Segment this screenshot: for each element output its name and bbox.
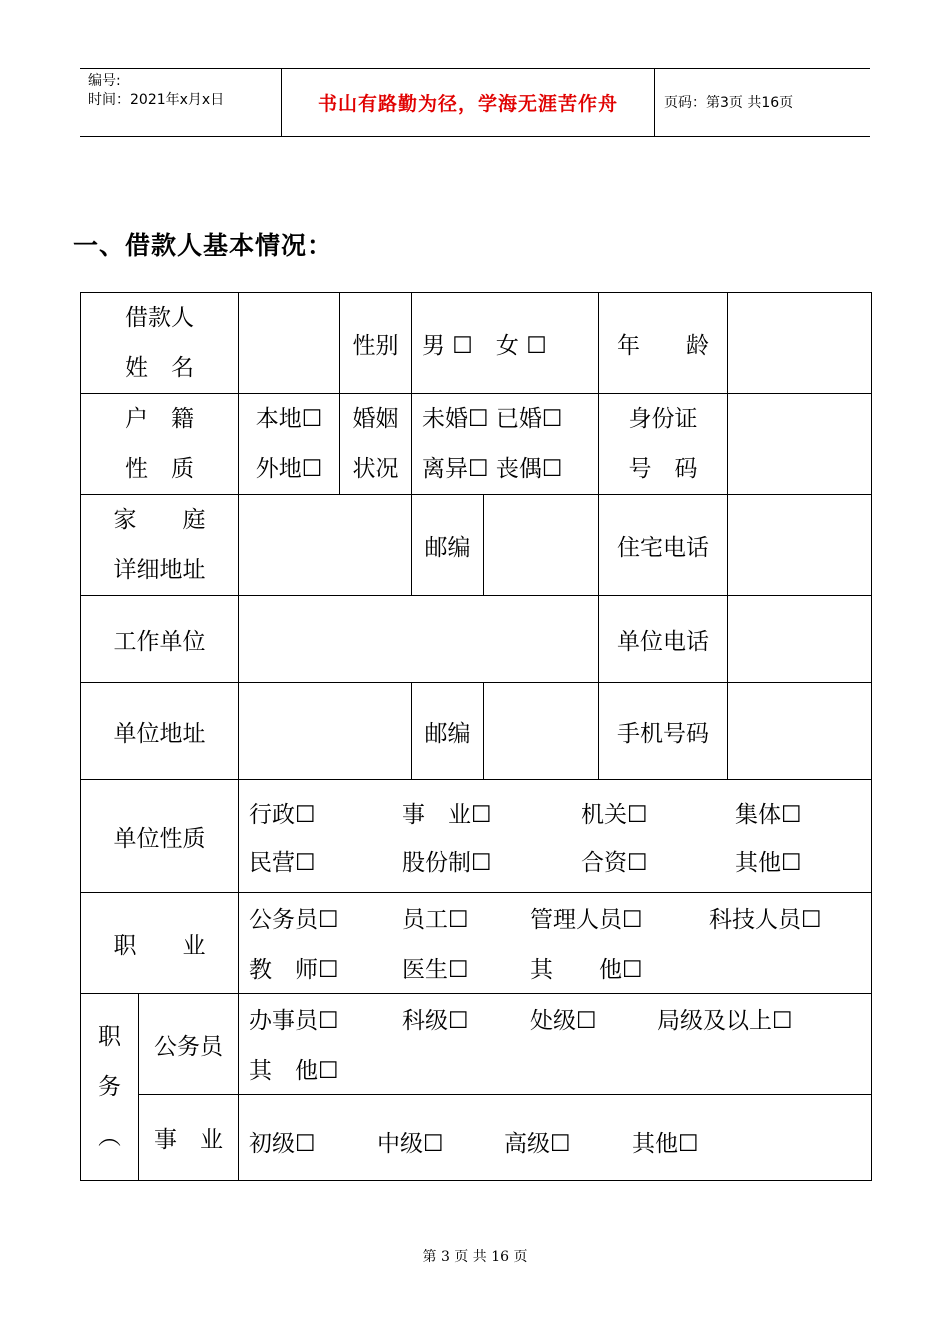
occupation-option[interactable]: 医生☐ (402, 957, 469, 983)
table-row (81, 780, 872, 893)
unit-type-option[interactable]: 其他☐ (735, 850, 802, 876)
marital-row-2[interactable]: 离异☐ 丧偶☐ (422, 456, 563, 482)
hukou-label-cell: 户 籍 性 质 (81, 394, 239, 495)
institution-options (239, 1095, 872, 1181)
unit-type-option[interactable]: 集体☐ (735, 802, 802, 828)
postcode-value-cell[interactable] (484, 683, 599, 780)
table-row (81, 994, 872, 1095)
header-page-info: 页码：第3页 共16页 (664, 95, 794, 111)
table-row (81, 495, 872, 596)
occupation-option[interactable]: 管理人员☐ (530, 907, 643, 933)
institution-rank-option[interactable]: 其他☐ (632, 1130, 699, 1157)
table-row (81, 596, 872, 683)
header-meta (88, 72, 224, 110)
hukou-local-checkbox[interactable]: 本地☐ (255, 406, 323, 432)
age-value-cell[interactable] (728, 293, 872, 394)
unit-type-option[interactable]: 行政☐ (249, 802, 316, 828)
position-label-cell: 职 务 ︵ (81, 994, 139, 1181)
table-row (81, 394, 872, 495)
id-value-cell[interactable] (728, 394, 872, 495)
occupation-option[interactable]: 员工☐ (402, 907, 469, 933)
table-row (81, 893, 872, 994)
name-label-cell: 借款人 姓 名 (81, 293, 239, 394)
marital-options (412, 394, 599, 495)
institution-label: 事 业 (139, 1095, 239, 1181)
unit-type-option[interactable]: 合资☐ (581, 850, 648, 876)
occupation-label: 职 业 (81, 893, 239, 994)
borrower-info-table (80, 292, 872, 1181)
home-address-value-cell[interactable] (239, 495, 412, 596)
marital-label-cell: 婚姻 状况 (340, 394, 412, 495)
institution-rank-option[interactable]: 中级☐ (377, 1130, 444, 1157)
unit-type-option[interactable]: 民营☐ (249, 850, 316, 876)
unit-type-option[interactable]: 股份制☐ (402, 850, 492, 876)
work-address-value-cell[interactable] (239, 683, 412, 780)
header-motto: 书山有路勤为径，学海无涯苦作舟 (317, 92, 618, 115)
civil-rank-option[interactable]: 处级☐ (530, 1008, 597, 1034)
occupation-option[interactable]: 科技人员☐ (709, 907, 822, 933)
institution-rank-option[interactable]: 高级☐ (504, 1130, 571, 1157)
civil-servant-label: 公务员 (139, 994, 239, 1095)
work-phone-value-cell[interactable] (728, 596, 872, 683)
table-row (81, 683, 872, 780)
home-phone-value-cell[interactable] (728, 495, 872, 596)
time-label: 时间：2021年x月x日 (88, 92, 225, 108)
postcode-value-cell[interactable] (484, 495, 599, 596)
unit-type-option[interactable]: 事 业☐ (402, 802, 492, 828)
employer-value-cell[interactable] (239, 596, 599, 683)
home-phone-label: 住宅电话 (599, 495, 728, 596)
section-title: 一、借款人基本情况： (73, 231, 334, 260)
unit-type-label: 单位性质 (81, 780, 239, 893)
institution-rank-option[interactable]: 初级☐ (249, 1130, 316, 1157)
occupation-options (239, 893, 872, 994)
marital-row-1[interactable]: 未婚☐ 已婚☐ (422, 406, 563, 432)
postcode-label: 邮编 (412, 495, 484, 596)
name-value-cell[interactable] (239, 293, 340, 394)
table-row (81, 293, 872, 394)
civil-servant-options (239, 994, 872, 1095)
header-bottom-rule (80, 136, 870, 137)
page-footer: 第 3 页 共 16 页 (422, 1249, 528, 1265)
mobile-label: 手机号码 (599, 683, 728, 780)
header-divider (654, 68, 655, 136)
gender-label: 性别 (340, 293, 412, 394)
unit-type-options (239, 780, 872, 893)
occupation-option[interactable]: 其 他☐ (530, 957, 643, 983)
work-address-label: 单位地址 (81, 683, 239, 780)
age-label: 年 龄 (599, 293, 728, 394)
mobile-value-cell[interactable] (728, 683, 872, 780)
gender-options[interactable]: 男 ☐ 女 ☐ (412, 293, 599, 394)
civil-rank-option[interactable]: 局级及以上☐ (657, 1008, 793, 1034)
civil-rank-option[interactable]: 其 他☐ (249, 1058, 339, 1084)
serial-label: 编号: (88, 73, 121, 89)
work-phone-label: 单位电话 (599, 596, 728, 683)
unit-type-option[interactable]: 机关☐ (581, 802, 648, 828)
occupation-option[interactable]: 教 师☐ (249, 957, 339, 983)
employer-label: 工作单位 (81, 596, 239, 683)
civil-rank-option[interactable]: 办事员☐ (249, 1008, 339, 1034)
home-address-label-cell: 家 庭 详细地址 (81, 495, 239, 596)
table-row (81, 1095, 872, 1181)
postcode-label: 邮编 (412, 683, 484, 780)
occupation-option[interactable]: 公务员☐ (249, 907, 339, 933)
civil-rank-option[interactable]: 科级☐ (402, 1008, 469, 1034)
hukou-options (239, 394, 340, 495)
hukou-other-checkbox[interactable]: 外地☐ (255, 456, 323, 482)
id-label-cell: 身份证 号 码 (599, 394, 728, 495)
